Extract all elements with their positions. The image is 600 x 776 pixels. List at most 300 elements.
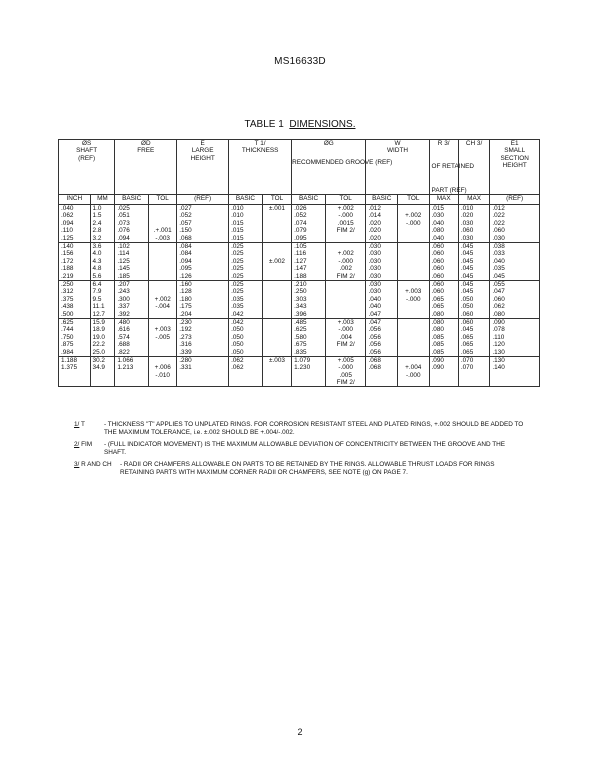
cell-value: .060 — [431, 288, 444, 296]
cell-value: 18.9 — [92, 326, 105, 334]
cell-value: .030 — [431, 212, 444, 220]
cell-value: .625 — [294, 326, 307, 334]
page-number: 2 — [297, 727, 303, 737]
cell-t-basic — [229, 318, 263, 356]
table-row — [59, 243, 540, 281]
cell-value — [151, 258, 174, 265]
cell-value: 1.5 — [92, 212, 102, 220]
cell-r — [429, 243, 458, 281]
cell-value: .207 — [117, 280, 130, 288]
cell-value: .204 — [179, 310, 192, 318]
cell-value: .060 — [492, 227, 505, 235]
cell-value: .343 — [294, 303, 307, 311]
cell-value — [265, 250, 289, 257]
cell-value: .110 — [61, 227, 73, 235]
cell-value: .030 — [368, 250, 381, 258]
cell-value: .074 — [294, 219, 307, 227]
cell-value: .050 — [231, 333, 244, 341]
cell-value: .010 — [231, 205, 244, 213]
cell-value — [151, 273, 174, 280]
cell-value: ±.001 — [269, 205, 285, 213]
cell-value: .020 — [368, 227, 381, 235]
cell-value — [400, 250, 427, 257]
cell-value: .040 — [368, 303, 381, 311]
cell-value — [400, 205, 427, 212]
cell-value — [265, 212, 289, 219]
cell-value: +.003 — [405, 288, 422, 296]
cell-value: .025 — [231, 265, 244, 273]
cell-value: .339 — [179, 348, 192, 356]
cell-value: .068 — [179, 234, 192, 242]
cell-value: .105 — [294, 243, 307, 251]
cell-value: ±.002 — [269, 257, 285, 265]
cell-value: 1.066 — [117, 356, 134, 364]
retained-part-label: OF RETAINED — [431, 163, 475, 171]
cell-value: .060 — [492, 295, 505, 303]
subheader-cell: (REF) — [177, 195, 229, 205]
header-shaft-line: SHAFT — [76, 147, 98, 155]
cell-value: .094 — [117, 234, 130, 242]
cell-value: .120 — [492, 341, 505, 349]
cell-r — [429, 356, 458, 387]
cell-value: .052 — [294, 212, 307, 220]
cell-value — [400, 303, 427, 310]
cell-value: FIM 2/ — [336, 341, 355, 349]
cell-value: .060 — [460, 227, 474, 235]
cell-value: 4.3 — [92, 257, 102, 265]
cell-value — [151, 220, 174, 227]
cell-value — [328, 243, 364, 250]
cell-value: .047 — [368, 318, 381, 326]
cell-value: .822 — [117, 348, 130, 356]
cell-mm — [90, 205, 115, 243]
cell-value: .047 — [368, 310, 381, 318]
cell-value: .014 — [368, 212, 381, 220]
cell-value: .045 — [460, 243, 474, 251]
cell-value: .090 — [431, 364, 444, 372]
cell-value: FIM 2/ — [336, 272, 355, 280]
cell-value — [265, 326, 289, 333]
cell-value: .062 — [231, 356, 244, 364]
cell-e1 — [490, 205, 540, 243]
subheader-cell: BASIC — [366, 195, 398, 205]
cell-value: .0015 — [337, 219, 354, 227]
header-small-section-line: SECTION — [500, 154, 529, 162]
cell-value — [151, 205, 174, 212]
cell-value: .068 — [368, 364, 381, 372]
cell-value — [400, 235, 427, 242]
footnote-term: FIM — [79, 441, 93, 448]
footnote — [74, 441, 524, 457]
cell-value — [265, 296, 289, 303]
cell-value: .052 — [179, 212, 192, 220]
cell-e1 — [490, 280, 540, 318]
cell-value: .056 — [368, 333, 381, 341]
cell-value: .280 — [179, 356, 192, 364]
footnote — [74, 461, 524, 477]
header-r-line: R 3/ — [437, 140, 450, 147]
cell-value — [328, 235, 364, 242]
cell-value: .050 — [231, 341, 244, 349]
cell-w-tol — [397, 243, 429, 281]
cell-value: .040 — [492, 257, 505, 265]
cell-value: .050 — [460, 303, 474, 311]
table-row — [59, 318, 540, 356]
cell-d-basic — [115, 356, 149, 387]
cell-value — [265, 349, 289, 356]
cell-value: .047 — [492, 288, 505, 296]
cell-inch — [59, 280, 91, 318]
cell-value: .033 — [492, 250, 505, 258]
header-ch-line: CH 3/ — [465, 140, 483, 147]
cell-value: .175 — [179, 303, 192, 311]
header-free-line: ØD — [140, 140, 151, 147]
cell-value: FIM 2/ — [336, 227, 355, 235]
table-body — [59, 140, 540, 387]
cell-value: .140 — [61, 243, 74, 251]
cell-value: .012 — [492, 205, 505, 213]
subheader-cell: BASIC — [115, 195, 149, 205]
cell-value — [265, 364, 289, 371]
cell-value: .616 — [117, 326, 130, 334]
cell-g-basic — [292, 243, 326, 281]
cell-value: +.004 — [405, 364, 422, 372]
cell-value: .147 — [294, 265, 307, 273]
recommended-groove-label: RECOMMENDED GROOVE (REF) — [292, 159, 393, 167]
cell-value: .065 — [460, 341, 474, 349]
cell-value: .060 — [431, 272, 444, 280]
cell-value: +.002 — [337, 250, 354, 258]
cell-value: .068 — [368, 356, 381, 364]
header-small-section-line: SMALL — [504, 147, 526, 155]
cell-value: .056 — [368, 326, 381, 334]
cell-value: .210 — [294, 280, 307, 288]
table-row — [59, 205, 540, 243]
cell-w-tol — [397, 356, 429, 387]
cell-value: -.005 — [155, 333, 170, 341]
dimensions-table — [58, 139, 540, 387]
subheader-cell: BASIC — [292, 195, 326, 205]
cell-d-tol — [149, 318, 177, 356]
cell-value: .984 — [61, 348, 74, 356]
cell-value: .015 — [431, 205, 444, 213]
cell-value: .035 — [231, 303, 244, 311]
cell-value: .150 — [179, 227, 192, 235]
cell-value — [400, 273, 427, 280]
cell-value: 34.9 — [92, 364, 105, 372]
cell-value: .010 — [231, 212, 244, 220]
cell-value: .060 — [431, 243, 444, 251]
cell-value: .080 — [492, 310, 505, 318]
cell-value — [151, 243, 174, 250]
cell-value — [265, 288, 289, 295]
cell-value: .062 — [492, 303, 505, 311]
subheader-cell: MAX — [429, 195, 458, 205]
cell-t-tol — [262, 356, 291, 387]
cell-inch — [59, 356, 91, 387]
cell-w-tol — [397, 318, 429, 356]
cell-value: .480 — [117, 318, 130, 326]
footnote-text: - THICKNESS "T" APPLIES TO UNPLATED RINGS. FOR CORROSION RESISTANT STEEL AND PLATED RINGS, +.002 SHOULD BE ADDED TO THE MAXIMUM TOLERANCE, i.e. ±.002 SHOULD BE +.004/-.002. — [104, 421, 524, 436]
cell-value: .015 — [231, 219, 244, 227]
header-large-height-line: HEIGHT — [190, 154, 215, 162]
cell-value — [151, 319, 174, 326]
header-thickness-line: T 1/ — [254, 140, 266, 147]
cell-value: 12.7 — [92, 310, 105, 318]
cell-value: .180 — [179, 295, 192, 303]
cell-value: 2.4 — [92, 219, 102, 227]
cell-g-basic — [292, 356, 326, 387]
header-free — [115, 140, 177, 195]
cell-d-basic — [115, 280, 149, 318]
cell-value — [265, 303, 289, 310]
cell-value — [151, 288, 174, 295]
cell-g-tol — [325, 280, 366, 318]
cell-value: .065 — [431, 295, 444, 303]
cell-value: .114 — [117, 250, 130, 258]
cell-value: .030 — [492, 234, 505, 242]
cell-value: .025 — [231, 272, 244, 280]
header-shaft-line: (REF) — [78, 154, 96, 162]
cell-value: .051 — [117, 212, 130, 220]
cell-g-tol — [325, 318, 366, 356]
cell-value: 15.9 — [92, 318, 105, 326]
cell-ch — [458, 243, 490, 281]
cell-value: .040 — [61, 205, 74, 213]
table-title-main: DIMENSIONS. — [289, 119, 356, 130]
cell-value: +.005 — [337, 356, 354, 364]
cell-value: .094 — [61, 219, 74, 227]
cell-value: .126 — [179, 272, 192, 280]
cell-value: .110 — [492, 333, 505, 341]
cell-e1 — [490, 243, 540, 281]
cell-value: +.002 — [337, 205, 354, 213]
cell-value: .130 — [492, 356, 505, 364]
cell-value: 30.2 — [92, 356, 105, 364]
cell-t-basic — [229, 280, 263, 318]
table-title — [0, 119, 600, 130]
subheader-cell: BASIC — [229, 195, 263, 205]
cell-value: .130 — [492, 348, 505, 356]
cell-value: .125 — [61, 234, 74, 242]
cell-value: .080 — [431, 326, 444, 334]
cell-value: .030 — [368, 265, 381, 273]
cell-value: FIM 2/ — [336, 379, 355, 387]
cell-value — [151, 250, 174, 257]
cell-value: .056 — [368, 348, 381, 356]
cell-value: .095 — [294, 234, 307, 242]
cell-inch — [59, 205, 91, 243]
cell-value: 1.0 — [92, 205, 102, 213]
cell-value: .192 — [179, 326, 192, 334]
cell-value: .750 — [61, 333, 74, 341]
cell-e1 — [490, 318, 540, 356]
cell-value: -.004 — [155, 303, 170, 311]
cell-value: .045 — [460, 265, 474, 273]
cell-value: 25.0 — [92, 348, 105, 356]
cell-value: -.000 — [405, 219, 421, 227]
cell-value: .025 — [117, 205, 130, 213]
subheader-row — [59, 195, 540, 205]
cell-value: .580 — [294, 333, 307, 341]
footnote-key — [74, 421, 104, 437]
cell-value: .303 — [294, 295, 307, 303]
subheader-cell: MAX — [458, 195, 490, 205]
cell-value: .040 — [431, 234, 444, 242]
cell-value: -.000 — [338, 257, 353, 265]
header-thickness — [229, 140, 292, 195]
cell-value: .085 — [431, 348, 444, 356]
cell-value — [265, 334, 289, 341]
cell-value: .040 — [368, 295, 381, 303]
cell-g-basic — [292, 318, 326, 356]
cell-value — [400, 341, 427, 348]
cell-e — [177, 243, 229, 281]
cell-value: -.000 — [338, 326, 353, 334]
cell-value: -.000 — [405, 371, 421, 379]
footnote — [74, 421, 524, 437]
cell-value: .042 — [231, 310, 244, 318]
cell-value — [400, 281, 427, 288]
cell-value: .005 — [339, 371, 352, 379]
subheader-cell: INCH — [59, 195, 91, 205]
footnote-text: - (FULL INDICATOR MOVEMENT) IS THE MAXIMUM ALLOWABLE DEVIATION OF CONCENTRICITY BETWEEN THE GROOVE AND THE SHAFT. — [104, 441, 505, 456]
cell-value — [265, 220, 289, 227]
cell-value: .015 — [231, 227, 244, 235]
cell-value — [400, 227, 427, 234]
cell-value: .250 — [61, 280, 74, 288]
subheader-cell: TOL — [262, 195, 291, 205]
cell-value: 22.2 — [92, 341, 105, 349]
cell-value: .030 — [460, 219, 474, 227]
cell-ch — [458, 318, 490, 356]
cell-value: 3.6 — [92, 243, 102, 251]
cell-d-tol — [149, 205, 177, 243]
cell-value: .744 — [61, 326, 74, 334]
cell-value: .+.001 — [153, 227, 172, 235]
cell-value — [265, 319, 289, 326]
cell-value: .230 — [179, 318, 192, 326]
cell-value: .500 — [61, 310, 74, 318]
cell-g-tol — [325, 205, 366, 243]
cell-value: .050 — [231, 326, 244, 334]
cell-value: .030 — [368, 272, 381, 280]
cell-value — [265, 243, 289, 250]
cell-value: .090 — [492, 318, 505, 326]
cell-value: .050 — [460, 295, 474, 303]
cell-value: .160 — [179, 280, 192, 288]
cell-value: .030 — [368, 280, 381, 288]
cell-value: .045 — [460, 250, 474, 258]
cell-value: .076 — [117, 227, 130, 235]
cell-value: .625 — [61, 318, 74, 326]
cell-d-basic — [115, 243, 149, 281]
cell-value: .062 — [61, 212, 74, 220]
footnote-key — [74, 461, 120, 477]
cell-value: .025 — [231, 243, 244, 251]
cell-value — [151, 265, 174, 272]
header-width-line: W — [394, 140, 401, 147]
cell-value: 19.0 — [92, 333, 105, 341]
cell-d-tol — [149, 356, 177, 387]
cell-value: .675 — [294, 341, 307, 349]
cell-value: .025 — [231, 280, 244, 288]
cell-value: .040 — [431, 219, 444, 227]
cell-value: .485 — [294, 318, 307, 326]
retained-part-label: PART (REF) — [431, 186, 467, 194]
cell-w-basic — [366, 205, 398, 243]
cell-value: 11.1 — [92, 303, 105, 311]
header-small-section-line: E1 — [510, 140, 519, 147]
cell-w-basic — [366, 318, 398, 356]
cell-r — [429, 318, 458, 356]
cell-value: .030 — [368, 288, 381, 296]
header-groove-line: ØG — [323, 140, 334, 147]
cell-value: .188 — [61, 265, 74, 273]
cell-value: .392 — [117, 310, 130, 318]
cell-ch — [458, 280, 490, 318]
cell-value: .045 — [460, 272, 474, 280]
cell-value: 9.5 — [92, 295, 102, 303]
cell-value — [328, 296, 364, 303]
cell-value: .035 — [231, 295, 244, 303]
cell-value: .095 — [179, 265, 192, 273]
cell-value — [265, 281, 289, 288]
cell-value: .060 — [431, 250, 444, 258]
cell-value — [328, 288, 364, 295]
cell-t-tol — [262, 280, 291, 318]
document-id: MS16633D — [274, 56, 326, 67]
header-large-height-line: LARGE — [191, 147, 214, 155]
cell-w-basic — [366, 280, 398, 318]
cell-t-basic — [229, 205, 263, 243]
cell-value — [400, 357, 427, 364]
cell-value: .084 — [179, 250, 192, 258]
cell-value — [151, 349, 174, 356]
cell-value: 1.230 — [294, 364, 311, 372]
cell-value — [328, 281, 364, 288]
cell-value: .060 — [460, 318, 474, 326]
cell-value: .060 — [431, 265, 444, 273]
footnote-number: 1/ — [74, 421, 80, 428]
cell-value: +.006 — [154, 364, 171, 372]
cell-value: .045 — [460, 280, 474, 288]
cell-value: .080 — [431, 318, 444, 326]
cell-value: .025 — [231, 250, 244, 258]
cell-mm — [90, 356, 115, 387]
cell-value: .027 — [179, 205, 192, 213]
cell-value: .042 — [231, 318, 244, 326]
table-row — [59, 280, 540, 318]
cell-value: .060 — [431, 280, 444, 288]
cell-value: .080 — [431, 227, 444, 235]
cell-value — [265, 341, 289, 348]
cell-value: 3.2 — [92, 234, 102, 242]
cell-value: .300 — [117, 295, 130, 303]
cell-value: .312 — [61, 288, 74, 296]
cell-value: .243 — [117, 288, 130, 296]
cell-value: .127 — [294, 257, 307, 265]
cell-value — [151, 357, 174, 364]
table-title-prefix: TABLE 1 — [244, 119, 284, 130]
subheader-cell: (REF) — [490, 195, 540, 205]
header-width-line: WIDTH — [387, 147, 408, 155]
cell-value: .002 — [339, 265, 352, 273]
cell-mm — [90, 243, 115, 281]
cell-g-basic — [292, 280, 326, 318]
cell-value — [328, 311, 364, 318]
cell-value: .022 — [492, 219, 505, 227]
